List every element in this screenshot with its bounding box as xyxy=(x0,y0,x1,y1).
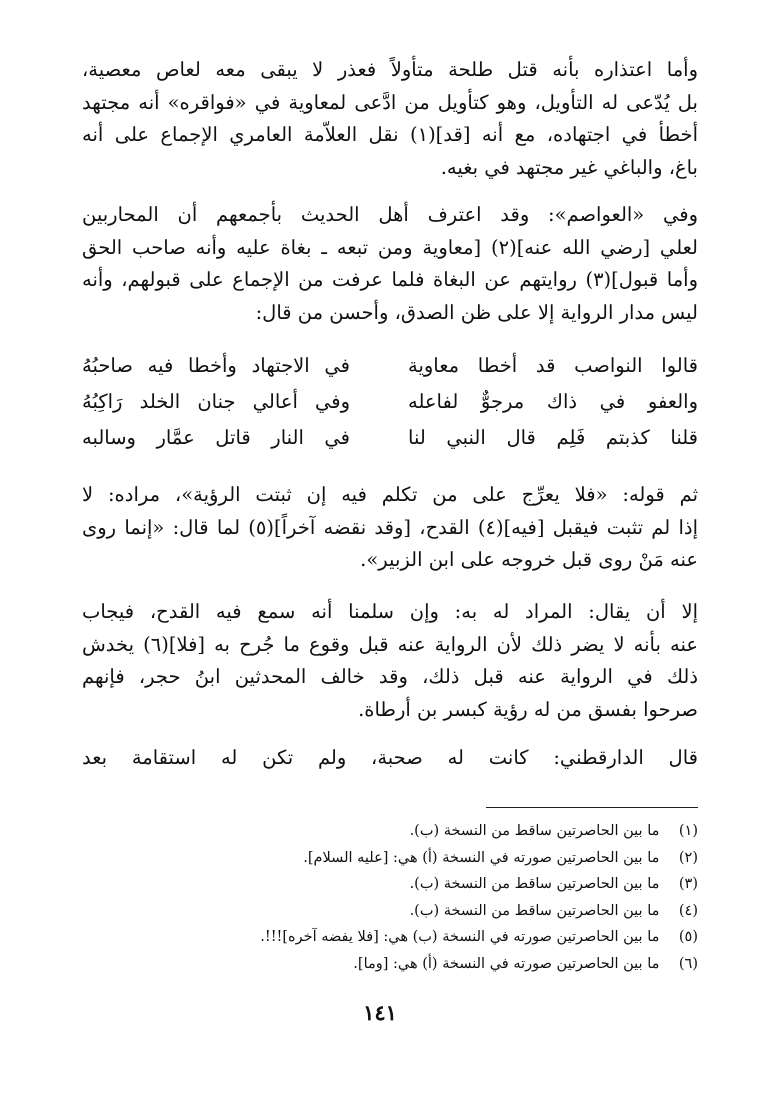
footnote-text: ما بين الحاصرتين ساقط من النسخة (ب). xyxy=(409,902,660,919)
poem-verse xyxy=(82,354,698,390)
text-line: أخطأ في اجتهاده، مع أنه [قد](١) نقل العلاّمة العامري الإجماع على أنه xyxy=(82,123,699,146)
paragraph-5 xyxy=(82,742,698,775)
footnote xyxy=(120,845,698,872)
footnote-number: (١) xyxy=(678,823,698,839)
footnote-text: ما بين الحاصرتين صورته في النسخة (أ) هي: [عليه السلام]. xyxy=(303,849,660,866)
footnote-text: ما بين الحاصرتين ساقط من النسخة (ب). xyxy=(409,823,660,839)
footnote-number: (٤) xyxy=(678,902,698,919)
text-line: باغ، والباغي غير مجتهد في بغيه. xyxy=(440,155,698,179)
poem xyxy=(82,354,698,462)
paragraph-3 xyxy=(82,479,698,577)
text-line: ليس مدار الرواية إلا على ظن الصدق، وأحسن من قال: xyxy=(255,300,698,324)
poem-second-hemistich: في الاجتهاد وأخطا فيه صاحبُهُ xyxy=(82,354,350,377)
poem-verse xyxy=(82,390,698,426)
poem-second-hemistich: وفي أعالي جنان الخلد رَاكِبُهُ xyxy=(82,390,350,413)
footnote xyxy=(120,924,698,951)
text-line: إلا أن يقال: المراد له به: وإن سلمنا أنه سمع فيه القدح، فيجاب xyxy=(82,600,698,623)
poem-first-hemistich: قلنا كذبتم فَلِم قال النبي لنا xyxy=(408,426,698,449)
text-line: قال الدارقطني: كانت له صحبة، ولم تكن له استقامة بعد xyxy=(82,746,698,769)
footnotes xyxy=(120,818,698,977)
text-line: عنه بأنه لا يضر ذلك لأن الرواية عنه قبل وقوع ما جُرح به [فلا](٦) يخدش xyxy=(82,632,698,656)
text-line: وفي «العواصم»: وقد اعترف أهل الحديث بأجمعهم أن المحاربين xyxy=(82,203,698,226)
text-line: ذلك في الرواية عنه قبل ذلك، وقد خالف المحدثين ابنُ حجر، فإنهم xyxy=(82,665,698,688)
footnote-text: ما بين الحاصرتين ساقط من النسخة (ب). xyxy=(409,876,660,892)
footnote xyxy=(120,951,698,978)
footnote-number: (٢) xyxy=(678,849,698,866)
paragraph-2 xyxy=(82,199,698,329)
text-line: عنه مَنْ روى قبل خروجه على ابن الزبير». xyxy=(360,548,698,571)
text-line: بل يُدّعى له التأويل، وهو كتأويل من ادَّعى لمعاوية في «فواقره» أنه مجتهد xyxy=(82,90,698,114)
poem-first-hemistich: قالوا النواصب قد أخطا معاوية xyxy=(408,354,698,377)
text-line: لعلي [رضي الله عنه](٢) [معاوية ومن تبعه ـ بغاة عليه وأنه صاحب الحق xyxy=(82,235,698,259)
text-line: صرحوا بفسق من له رؤية كبسر بن أرطاة. xyxy=(358,697,698,721)
footnote-number: (٣) xyxy=(678,876,698,892)
footnote xyxy=(120,818,698,845)
footnote-number: (٦) xyxy=(678,955,698,972)
poem-verse xyxy=(82,426,698,462)
footnote-number: (٥) xyxy=(678,929,698,945)
footnote-text: ما بين الحاصرتين صورته في النسخة (أ) هي: [وما]. xyxy=(353,955,660,972)
footnote-text: ما بين الحاصرتين صورته في النسخة (ب) هي: [فلا يفضه آخره]!!!. xyxy=(260,929,660,945)
text-line: وأما قبول](٣) روايتهم عن البغاة فلما عرفت من الإجماع على قبولهم، وأنه xyxy=(82,268,698,291)
text-line: ثم قوله: «فلا يعرِّج على من تكلم فيه إن ثبتت الرؤية»، مراده: لا xyxy=(82,483,698,506)
footnote-separator xyxy=(486,807,698,808)
footnote xyxy=(120,898,698,925)
text-line: وأما اعتذاره بأنه قتل طلحة متأولاً فعذر لا يبقى معه لعاص معصية، xyxy=(82,58,698,81)
footnote xyxy=(120,871,698,898)
page-number: ١٤١ xyxy=(363,1000,397,1025)
paragraph-4 xyxy=(82,596,698,726)
poem-first-hemistich: والعفو في ذاك مرجوٌّ لفاعله xyxy=(408,390,698,413)
paragraph-1 xyxy=(82,54,698,184)
text-line: إذا لم تثبت فيقبل [فيه](٤) القدح، [وقد نقضه آخراً](٥) لما قال: «إنما روى xyxy=(82,515,698,539)
poem-second-hemistich: في النار قاتل عمَّار وسالبه xyxy=(82,426,350,449)
